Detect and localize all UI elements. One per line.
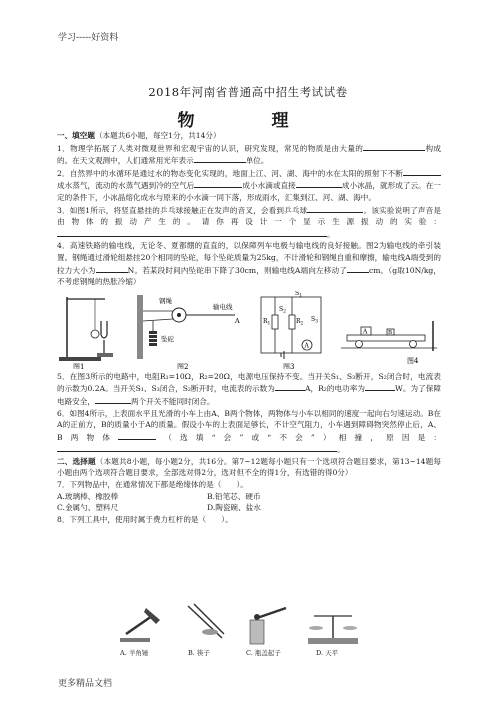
answer-blank <box>275 382 305 391</box>
answer-blank <box>296 179 342 188</box>
section2-heading: 二、选择题（本题共8小题，每小题2分，共16分。第7~12题每小题只有一个选项符合题目要求，第13~14题每小题由两个选项符合题目要求，全部选对得2分，选对但不全的得1分，有选错的得0分） <box>57 456 442 478</box>
switch-s3-label: $S_3$ <box>311 315 318 325</box>
question-7: 7．下列物品中，在通常情况下都是绝缘体的是（ ）。 <box>57 480 248 490</box>
tool-c-label: C. 瓶盖起子 <box>246 649 281 657</box>
answer-blank <box>96 264 128 273</box>
point-a-label: A <box>235 316 240 325</box>
exam-title: 2018年河南省普通高中招生考试试卷 <box>148 85 348 99</box>
tool-d-label: D. 天平 <box>316 649 339 657</box>
figure-3-label: 图3 <box>283 362 295 369</box>
ammeter-symbol: A <box>304 342 309 350</box>
answer-blank <box>363 142 425 151</box>
weights-label: 坠砣 <box>161 334 174 343</box>
resistor-r1-label: $R_1$ <box>263 317 271 327</box>
option-b: B.铅笔芯、硬币 <box>207 491 261 501</box>
steel-rope-label: 钢绳 <box>159 296 172 305</box>
figure-4-cart <box>341 291 441 369</box>
section1-heading: 一、填空题（本题共6小题，每空1分，共14分） <box>57 131 221 140</box>
figure-3-circuit <box>255 291 329 369</box>
question-8-tools <box>118 598 368 658</box>
question-3: 3．如图1所示，将竖直悬挂的乒乓球接触正在发声的音叉，会看到乒乓球 。该实验说明了声音是由物体的振动产生的。请你再设计一个显示生源振动的实验：。 <box>57 205 441 239</box>
question-6: 6．如图4所示，上表面水平且光滑的小车上由A、B两个物体，两物体与小车以相同的速度一起向右匀速运动。B在A的正前方，B的质量小于A的质量。假设小车的上表面足够长，不计空气阻力，小车遇到障碍物突然停止后，A、B两物体 （选填“会”或“不会”）相撞，原因是：。 <box>57 408 441 455</box>
question-8: 8．下列工具中，使用时属于费力杠杆的是（ ）。 <box>57 514 233 524</box>
answer-blank <box>365 382 395 391</box>
option-a: A.玻璃棒、橡胶棒 <box>57 491 119 501</box>
switch-s1-label: $S_1$ <box>295 290 302 299</box>
question-7-options <box>57 491 441 514</box>
page-footer: 更多精品文档 <box>58 679 113 689</box>
figure-2-label: 图2 <box>177 362 189 369</box>
answer-blank <box>118 431 156 440</box>
answer-blank <box>194 179 242 188</box>
figure-2-pulley-device <box>135 291 245 369</box>
balance-scale-image <box>308 616 358 644</box>
subject-title: 物 理 <box>177 111 319 131</box>
question-1: 1．物理学拓展了人类对微观世界和宏观宇宙的认识，研究发现，常见的物质是由大量的 构成的。在天文观测中，人们通常用光年表示 单位。 <box>57 143 442 166</box>
figure-1-tuning-fork <box>57 291 127 369</box>
page-header: 学习-----好资料 <box>58 33 119 43</box>
wire-label: 输电线 <box>213 302 233 311</box>
resistor-r2-label: $R_2$ <box>296 317 304 327</box>
tool-a-label: A. 羊角锤 <box>120 649 149 657</box>
block-a-label: A <box>363 328 368 336</box>
exam-body <box>57 130 441 525</box>
chopsticks-image <box>188 604 224 638</box>
answer-blank <box>57 443 337 452</box>
bottle-opener-image <box>250 608 286 644</box>
figure-1-label: 图1 <box>73 362 85 369</box>
claw-hammer-image <box>120 608 160 642</box>
answer-blank <box>403 167 441 176</box>
answer-blank <box>95 395 131 404</box>
block-b-label: B <box>388 329 393 336</box>
question-2: 2．自然界中的水循环是通过水的物态变化实现的，地面上江、河、湖、海中的水在太阳的照射下不断成水蒸气，流动的水蒸气遇到冷的空气后 成小水滴或直接 成小冰晶，就形成了云。在一定的条件下，小冰晶熔化成水与原来的小水滴一同下落，形成雨水，汇集到江、河、湖、海中。 <box>57 168 442 202</box>
switch-s2-label: $S_2$ <box>279 305 286 315</box>
question-4: 4．高速铁路的输电线，无论冬、夏都绷的直直的，以保障列车电极与输电线的良好接触。图2为输电线的牵引装置。钢绳通过滑轮组悬挂20个相同的坠砣，每个坠砣质量为25kg，不计滑轮和钢绳自重和摩擦，输电线A端受到的拉力大小为 N。若某段时间内坠砣串下降了30cm，则输电线A端向左移动了 cm。（g取10N/kg，不考虑钢绳的热胀冷缩） <box>57 241 442 287</box>
answer-blank <box>57 228 327 237</box>
figure-4-label: 图4 <box>407 356 419 365</box>
question-5: 5．在图3所示的电路中，电阻R₁=10Ω，R₂=20Ω，电源电压保持不变。当开关S₁、S₃断开，S₂闭合时，电流表的示数为0.2A。当开关S₁、S₃闭合，S₂断开时，电流表的示数为 A，R₂的电功率为 W。为了保障电路安全， 两个开关不能同时闭合。 <box>57 371 442 406</box>
answer-blank <box>347 264 369 273</box>
answer-blank <box>307 204 363 213</box>
figure-row <box>57 291 441 369</box>
tool-illustrations <box>118 598 368 648</box>
answer-blank <box>194 154 246 163</box>
tool-b-label: B. 筷子 <box>188 649 210 657</box>
option-d: D.陶瓷碗、盐水 <box>207 503 261 513</box>
option-c: C.金属勺、塑料尺 <box>57 503 119 513</box>
